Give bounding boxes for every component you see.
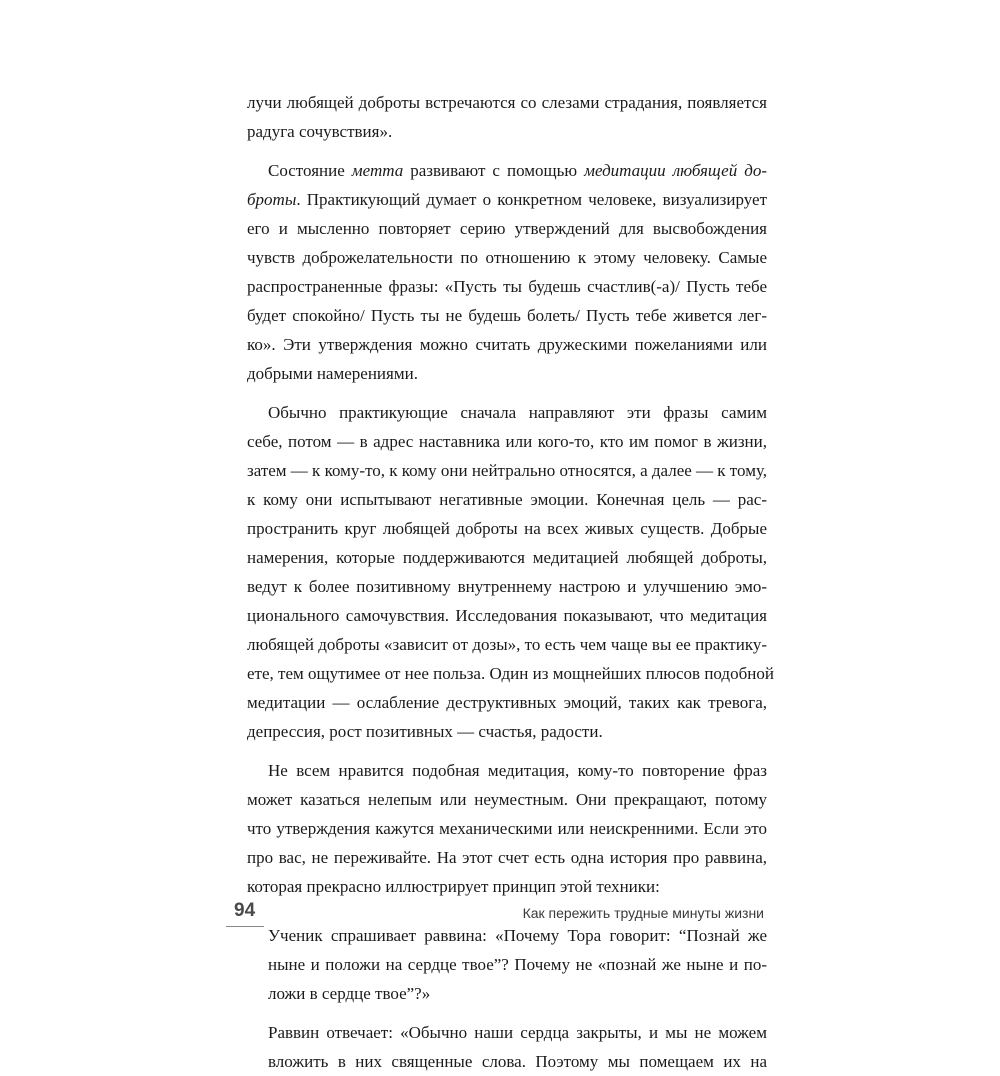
text-line: ведут к более позитивному внутреннему настрою и улучшению эмо- [247, 577, 767, 596]
paragraph-gap [247, 1008, 767, 1018]
text-line: которая прекрасно иллюстрирует принцип этой техники: [247, 877, 660, 896]
text-line: будет спокойно/ Пусть ты не будешь болеть/ Пусть тебе живется лег- [247, 306, 767, 325]
text-line: к кому они испытывают негативные эмоции. Конечная цель — рас- [247, 490, 767, 509]
text-line: ныне и положи на сердце твое”? Почему не «познай же ныне и по- [268, 955, 767, 974]
paragraph-gap [247, 388, 767, 398]
text-line: броты. Практикующий думает о конкретном человеке, визуализирует [247, 190, 767, 209]
quote-paragraph [247, 921, 767, 1008]
text-line: может казаться нелепым или неуместным. Они прекращают, потому [247, 790, 767, 809]
italic-term: броты [247, 190, 297, 209]
text-line: его и мысленно повторяет серию утверждений для высвобождения [247, 219, 767, 238]
text-line: чувств доброжелательности по отношению к этому человеку. Самые [247, 248, 767, 267]
text-line: добрыми намерениями. [247, 364, 418, 383]
text-line: распространенные фразы: «Пусть ты будешь счастлив(-а)/ Пусть тебе [247, 277, 767, 296]
text-line: что утверждения кажутся механическими или неискренними. Если это [247, 819, 767, 838]
text-line: депрессия, рост позитивных — счастья, радости. [247, 722, 603, 741]
italic-term: метта [351, 161, 404, 180]
quote-paragraph [247, 1018, 767, 1076]
text-line: Ученик спрашивает раввина: «Почему Тора говорит: “Познай же [268, 926, 767, 945]
paragraph [247, 756, 767, 901]
paragraph [247, 398, 774, 746]
text-line: ционального самочувствия. Исследования показывают, что медитация [247, 606, 767, 625]
text-line: про вас, не переживайте. На этот счет есть одна история про раввина, [247, 848, 767, 867]
paragraph-gap [247, 746, 767, 756]
text-line: намерения, которые поддерживаются медитацией любящей доброты, [247, 548, 767, 567]
text-line: Не всем нравится подобная медитация, кому-то повторение фраз [268, 761, 767, 780]
text-line: затем — к кому-то, к кому они нейтрально относятся, а далее — к тому, [247, 461, 767, 480]
text-line: радуга сочувствия». [247, 122, 393, 141]
page-number: 94 [234, 900, 256, 921]
text-line: медитации — ослабление деструктивных эмоций, таких как тревога, [247, 693, 767, 712]
text-line: пространить круг любящей доброты на всех живых существ. Добрые [247, 519, 767, 538]
text-line: ко». Эти утверждения можно считать дружескими пожеланиями или [247, 335, 767, 354]
text-line: Обычно практикующие сначала направляют эти фразы самим [268, 403, 767, 422]
block-quote [247, 921, 767, 1076]
paragraph [247, 88, 767, 146]
text-line: вложить в них священные слова. Поэтому мы помещаем их на [268, 1052, 767, 1071]
page-number-rule [226, 926, 264, 927]
page-body-text [247, 88, 774, 1076]
running-footer-title: Как пережить трудные минуты жизни [522, 905, 764, 921]
text-line: себе, потом — в адрес наставника или кого-то, кто им помог в жизни, [247, 432, 767, 451]
text-line: ете, тем ощутимее от нее польза. Один из мощнейших плюсов подобной [247, 664, 774, 683]
italic-term: медитации любящей до- [584, 161, 767, 180]
text-line: ложи в сердце твое”?» [268, 984, 431, 1003]
text-line: любящей доброты «зависит от дозы», то есть чем чаще вы ее практику- [247, 635, 767, 654]
text-line: Раввин отвечает: «Обычно наши сердца закрыты, и мы не можем [268, 1023, 767, 1042]
text-line: лучи любящей доброты встречаются со слезами страдания, появляется [247, 93, 767, 112]
paragraph [247, 156, 767, 388]
paragraph-gap [247, 146, 767, 156]
text-line: Состояние метта развивают с помощью медитации любящей до- [268, 161, 767, 180]
